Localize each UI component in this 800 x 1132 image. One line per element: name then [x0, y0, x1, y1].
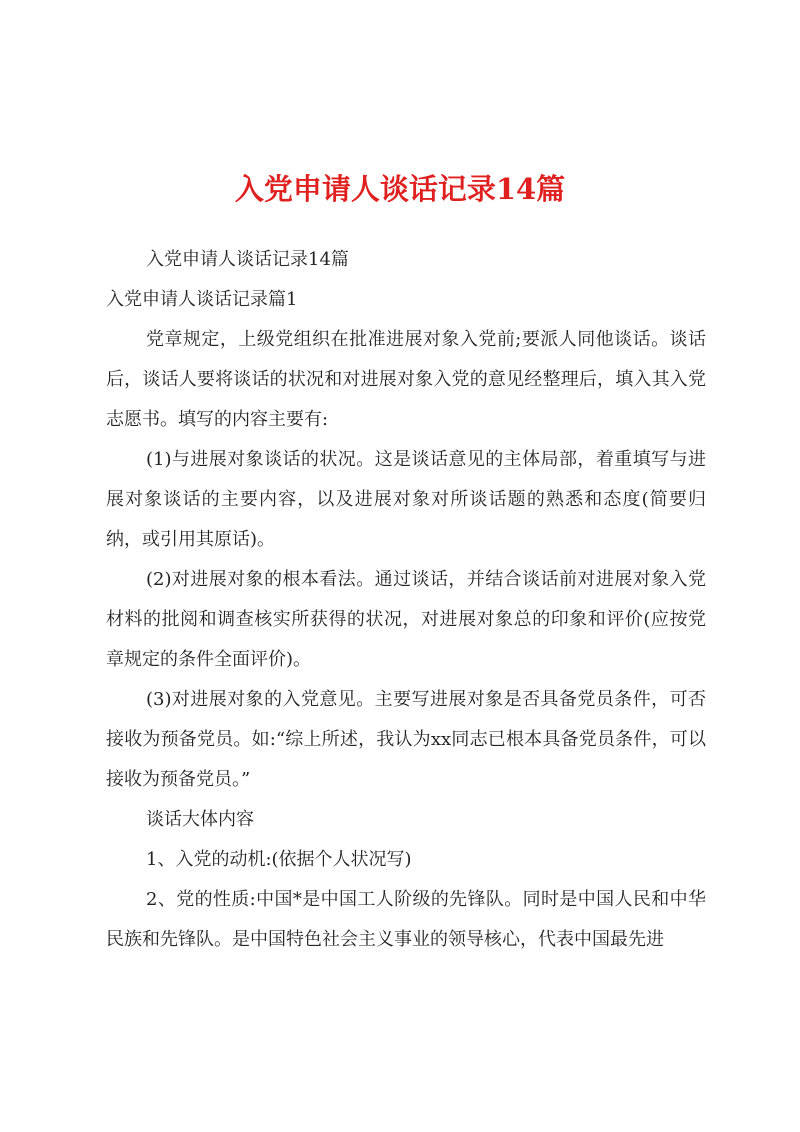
paragraph-point-1: 1、入党的动机:(依据个人状况写): [146, 849, 412, 870]
section-heading: 入党申请人谈话记录篇1: [106, 289, 298, 310]
document-body: [106, 240, 706, 960]
paragraph-item-2: (2)对进展对象的根本看法。通过谈话，并结合谈话前对进展对象入党材料的批阅和调查核实所获得的状况，对进展对象总的印象和评价(应按党章规定的条件全面评价)。: [106, 569, 706, 670]
subtitle-paragraph: 入党申请人谈话记录14篇: [146, 249, 349, 270]
document-title: 入党申请人谈话记录14篇: [234, 172, 566, 206]
paragraph-talk-content-heading: 谈话大体内容: [146, 809, 254, 830]
paragraph-item-3: (3)对进展对象的入党意见。主要写进展对象是否具备党员条件，可否接收为预备党员。如:“综上所述，我认为xx同志已根本具备党员条件，可以接收为预备党员。”: [106, 689, 706, 790]
paragraph-item-1: (1)与进展对象谈话的状况。这是谈话意见的主体局部，着重填写与进展对象谈话的主要内容，以及进展对象对所谈话题的熟悉和态度(简要归纳，或引用其原话)。: [106, 449, 706, 550]
paragraph-point-2: 2、党的性质:中国*是中国工人阶级的先锋队。同时是中国人民和中华民族和先锋队。是中国特色社会主义事业的领导核心，代表中国最先进: [106, 889, 706, 950]
paragraph-intro: 党章规定，上级党组织在批准进展对象入党前;要派人同他谈话。谈话后，谈话人要将谈话的状况和对进展对象入党的意见经整理后，填入其入党志愿书。填写的内容主要有:: [106, 329, 706, 430]
